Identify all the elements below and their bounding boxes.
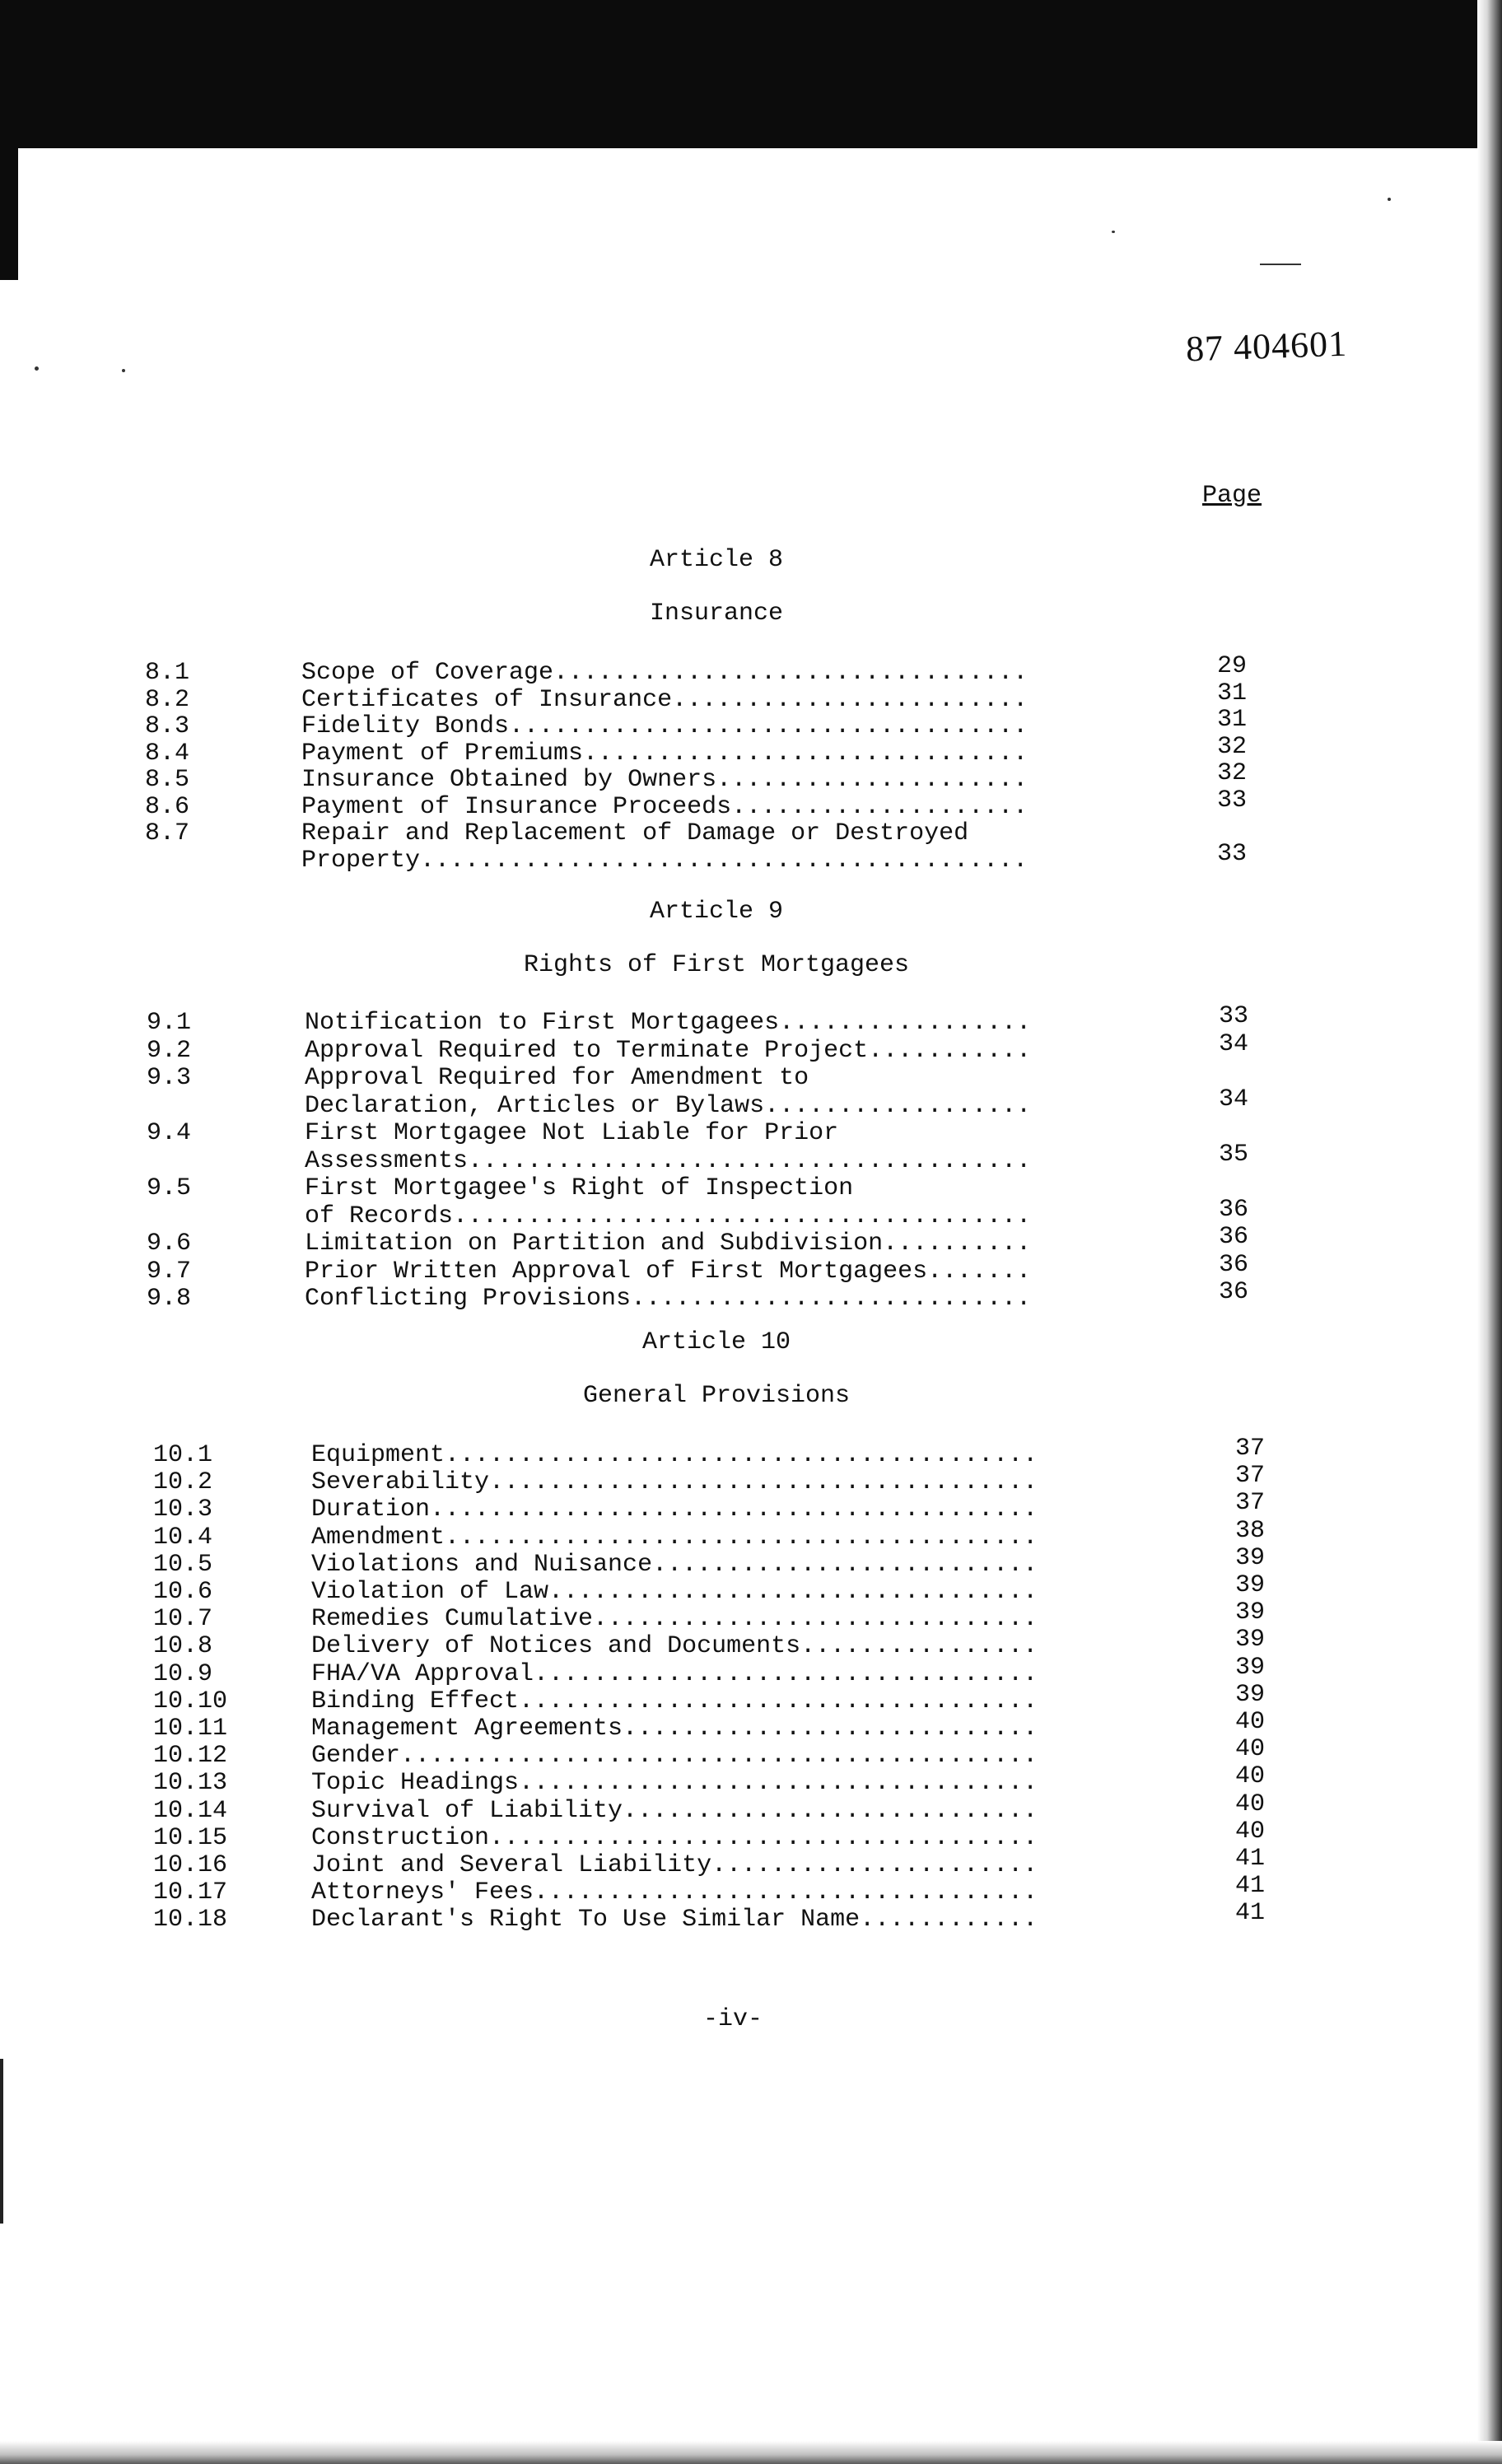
toc-page-number: 38	[1235, 1516, 1266, 1545]
toc-section-title: Payment of Premiums..............................	[301, 739, 1029, 768]
toc-section-number: 8.7	[145, 819, 190, 847]
scan-border-top	[0, 0, 1502, 148]
toc-section-title: Gender...........................................	[311, 1742, 1038, 1771]
toc-section-title: Approval Required for Amendment to	[305, 1064, 809, 1092]
toc-page-number: 36	[1219, 1223, 1249, 1251]
toc-section-number: 10.10	[153, 1687, 228, 1715]
toc-page-number: 39	[1235, 1571, 1266, 1599]
scan-border-bottom	[0, 2441, 1502, 2464]
toc-section-number: 9.7	[147, 1257, 192, 1286]
toc-section-title: Declaration, Articles or Bylaws..................	[305, 1091, 1032, 1120]
toc-section-title: Attorneys' Fees..................................	[311, 1878, 1038, 1907]
toc-section-number: 8.2	[145, 685, 190, 714]
toc-section-number: 9.4	[147, 1119, 192, 1147]
toc-section-number: 9.3	[147, 1064, 192, 1092]
toc-section-title: First Mortgagee's Right of Inspection	[305, 1174, 854, 1202]
toc-section-number: 8.6	[145, 792, 190, 821]
toc-section-number: 9.6	[147, 1230, 192, 1258]
toc-section-title: Binding Effect...................................	[311, 1687, 1038, 1715]
toc-section-number: 10.7	[153, 1605, 213, 1634]
toc-section-title: Violations and Nuisance..........................	[311, 1550, 1038, 1579]
toc-page-number: 32	[1217, 732, 1248, 761]
article-subheading: General Provisions	[582, 1382, 851, 1410]
toc-page-number: 39	[1235, 1653, 1266, 1682]
toc-section-title: Declarant's Right To Use Similar Name............	[311, 1906, 1038, 1934]
toc-section-number: 10.18	[153, 1906, 228, 1934]
toc-section-number: 8.4	[145, 739, 190, 768]
toc-page-number: 37	[1235, 1462, 1266, 1491]
toc-section-title: Management Agreements............................	[311, 1715, 1038, 1743]
toc-section-title: Topic Headings...................................	[311, 1769, 1038, 1798]
toc-section-number: 10.12	[153, 1742, 228, 1771]
toc-section-title: Approval Required to Terminate Project...........	[305, 1036, 1032, 1065]
article-subheading: Rights of First Mortgagees	[523, 951, 910, 979]
toc-page-number: 41	[1235, 1899, 1266, 1928]
toc-page-number: 37	[1235, 1489, 1266, 1518]
article-heading: Article 9	[649, 898, 784, 926]
toc-page-number: 35	[1219, 1140, 1249, 1169]
toc-section-title: Construction.....................................	[311, 1823, 1038, 1852]
toc-section-number: 10.4	[153, 1523, 213, 1552]
toc-section-number: 10.15	[153, 1823, 228, 1852]
scan-speck	[35, 366, 39, 371]
toc-page-number: 33	[1217, 786, 1248, 814]
toc-section-title: Certificates of Insurance........................	[301, 685, 1029, 714]
toc-page-number: 37	[1235, 1435, 1266, 1463]
toc-page-number: 36	[1219, 1250, 1249, 1279]
toc-section-number: 10.16	[153, 1851, 228, 1879]
toc-page-number: 41	[1235, 1872, 1266, 1901]
toc-section-title: Joint and Several Liability......................	[311, 1851, 1038, 1879]
toc-section-title: Limitation on Partition and Subdivision..........	[305, 1230, 1032, 1258]
toc-section-number: 9.1	[147, 1009, 192, 1037]
toc-section-number: 10.8	[153, 1632, 213, 1661]
toc-page-number: 34	[1219, 1085, 1249, 1113]
toc-section-title: Insurance Obtained by Owners.....................	[301, 766, 1029, 794]
toc-section-title: Notification to First Mortgagees.................	[305, 1009, 1032, 1037]
toc-page-number: 39	[1235, 1680, 1266, 1709]
toc-section-number: 10.2	[153, 1468, 213, 1497]
toc-section-title: FHA/VA Approval..................................	[311, 1659, 1038, 1688]
toc-section-number: 10.6	[153, 1578, 213, 1606]
toc-page-number: 39	[1235, 1598, 1266, 1627]
toc-page-number: 31	[1217, 706, 1248, 734]
toc-section-title: Conflicting Provisions...........................	[305, 1285, 1032, 1313]
scan-speck	[1260, 264, 1301, 265]
toc-page-number: 41	[1235, 1845, 1266, 1873]
toc-section-title: Fidelity Bonds...................................	[301, 712, 1029, 740]
page-footer: -iv-	[702, 2005, 763, 2033]
toc-section-title: Property.........................................	[301, 846, 1029, 875]
toc-page-number: 40	[1235, 1790, 1266, 1818]
toc-page-number: 33	[1217, 839, 1248, 868]
toc-section-number: 8.1	[145, 659, 190, 687]
toc-page-number: 33	[1219, 1002, 1249, 1030]
scan-edge-mark	[0, 2059, 3, 2224]
toc-section-title: Severability.....................................	[311, 1468, 1038, 1497]
scan-speck	[122, 369, 125, 372]
article-subheading: Insurance	[649, 600, 784, 628]
toc-section-title: Violation of Law.................................	[311, 1578, 1038, 1606]
toc-page-number: 34	[1219, 1029, 1249, 1058]
toc-section-number: 10.17	[153, 1878, 228, 1907]
toc-section-title: Prior Written Approval of First Mortgagees.......	[305, 1257, 1032, 1286]
toc-page-number: 39	[1235, 1543, 1266, 1572]
toc-page-number: 40	[1235, 1762, 1266, 1791]
toc-section-number: 9.2	[147, 1036, 192, 1065]
toc-section-number: 10.11	[153, 1715, 228, 1743]
toc-section-title: Survival of Liability............................	[311, 1796, 1038, 1825]
document-number: 87 404601	[1185, 323, 1348, 370]
toc-section-title: Payment of Insurance Proceeds....................	[301, 792, 1029, 821]
toc-section-title: Scope of Coverage................................	[301, 659, 1029, 687]
toc-section-number: 8.3	[145, 712, 190, 740]
toc-page-number: 39	[1235, 1626, 1266, 1654]
toc-section-title: Delivery of Notices and Documents................	[311, 1632, 1038, 1661]
toc-section-number: 8.5	[145, 766, 190, 794]
toc-section-title: Equipment........................................	[311, 1441, 1038, 1469]
scan-border-right	[1477, 0, 1502, 2464]
toc-page-number: 31	[1217, 679, 1248, 707]
scan-speck	[1388, 198, 1391, 201]
toc-page-number: 40	[1235, 1735, 1266, 1764]
scan-border-left	[0, 148, 18, 280]
toc-page-number: 36	[1219, 1195, 1249, 1224]
toc-section-number: 10.1	[153, 1441, 213, 1469]
toc-page-number: 29	[1217, 652, 1248, 680]
toc-page-number: 40	[1235, 1708, 1266, 1736]
toc-page-number: 36	[1219, 1278, 1249, 1306]
toc-section-title: Remedies Cumulative..............................	[311, 1605, 1038, 1634]
toc-section-number: 10.3	[153, 1496, 213, 1524]
scan-speck	[1112, 231, 1115, 233]
toc-section-number: 9.5	[147, 1174, 192, 1202]
toc-section-number: 10.9	[153, 1659, 213, 1688]
article-heading: Article 10	[641, 1328, 791, 1356]
toc-page-number: 40	[1235, 1817, 1266, 1846]
toc-section-title: Assessments......................................	[305, 1146, 1032, 1175]
toc-section-title: Repair and Replacement of Damage or Destroyed	[301, 819, 969, 847]
toc-section-number: 10.5	[153, 1550, 213, 1579]
toc-page-number: 32	[1217, 759, 1248, 787]
article-heading: Article 8	[649, 546, 784, 574]
toc-section-title: First Mortgagee Not Liable for Prior	[305, 1119, 839, 1147]
toc-section-number: 9.8	[147, 1285, 192, 1313]
toc-section-title: of Records.......................................	[305, 1202, 1032, 1230]
toc-section-number: 10.14	[153, 1796, 228, 1825]
page-column-heading: Page	[1202, 482, 1262, 510]
toc-section-title: Duration.........................................	[311, 1496, 1038, 1524]
toc-section-title: Amendment........................................	[311, 1523, 1038, 1552]
toc-section-number: 10.13	[153, 1769, 228, 1798]
